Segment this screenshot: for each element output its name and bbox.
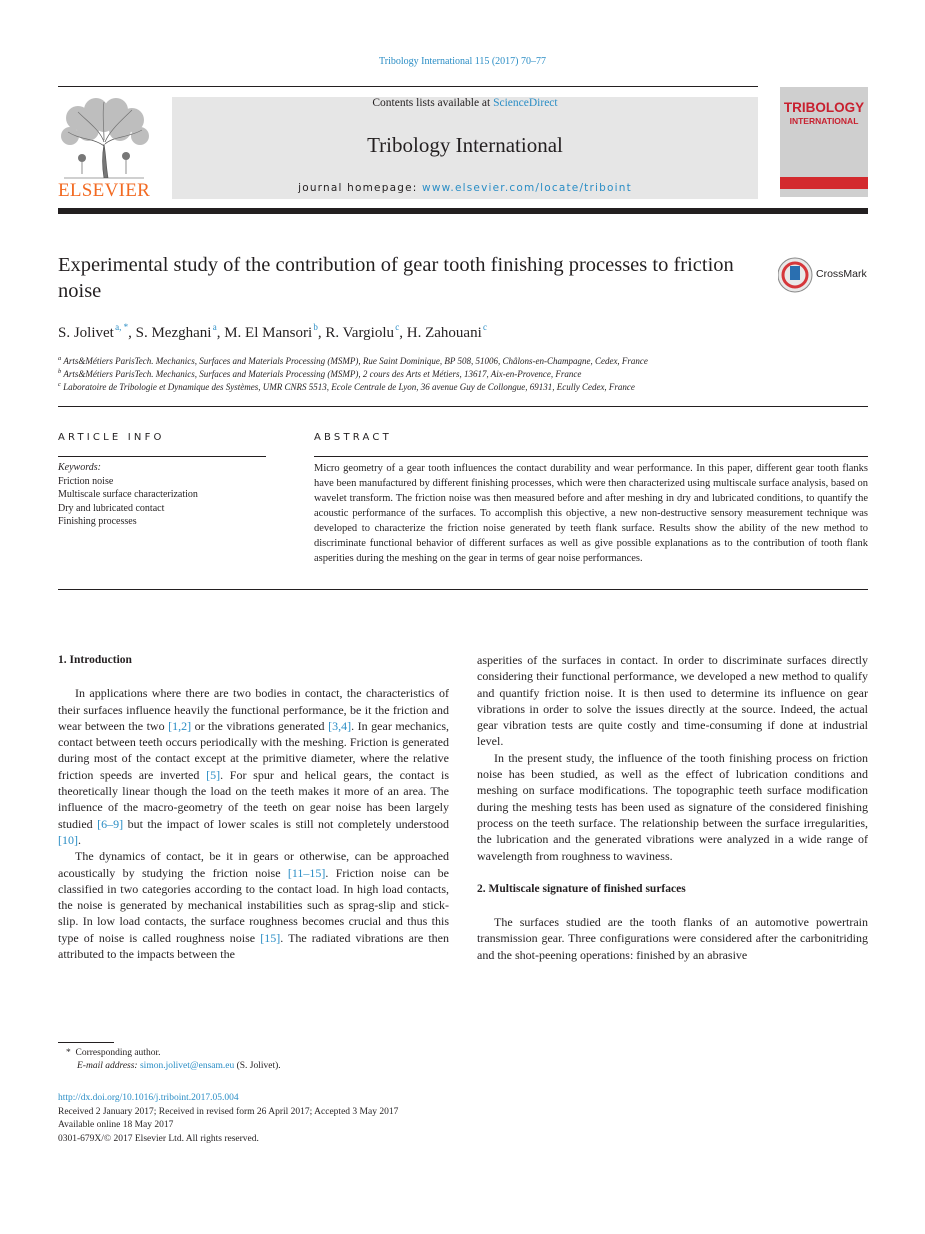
affiliation-c: [58, 381, 868, 392]
footnotes: [58, 1047, 478, 1073]
citation-link[interactable]: [5]: [206, 767, 221, 782]
cover-title-line2: INTERNATIONAL: [789, 116, 859, 126]
corresponding-author-text: Corresponding author.: [75, 1048, 161, 1058]
email-note: [58, 1060, 478, 1073]
journal-homepage-line: [172, 182, 758, 194]
paragraph: asperities of the surfaces in contact. In order to discriminate surfaces directly considering their functional performance, we developed a new method to qualify and quantify friction noise. It is then used to determine its influence on gear vibrations in order to solve the issues directly at the source. Indeed, the actual gear vibration tests are quite costly and time-consuming if done at industrial level.: [477, 653, 868, 749]
doi-link[interactable]: http://dx.doi.org/10.1016/j.triboint.2017.05.004: [58, 1093, 239, 1103]
author-list: S. Jolivet $^{a, *}$, S. Mezghani $^a$, M. El Mansori $^b$, R. Vargiolu $^c$, H. Zahouani $^c$: [58, 322, 488, 341]
email-suffix: (S. Jolivet).: [234, 1061, 281, 1071]
publication-info: [58, 1092, 558, 1146]
keyword: Multiscale surface characterization: [58, 489, 198, 500]
abstract-rule: [314, 456, 868, 457]
citation-link[interactable]: [11–15]: [287, 865, 326, 880]
paragraph: In applications where there are two bodies in contact, the characteristics of their surfaces influence heavily the functional performance, be it the friction and wear between the two [1,2] or the vibrations generated [3,4]. In gear mechanics, contact between teeth occurs periodically with the meshing. Friction is generated during most of the contact except at the primitive diameter, where the relative friction speeds are inverted [5]. For spur and helical gears, the contact is theoretically linear though the load on the teeth makes it more of an area. The influence of the macro-geometry of the teeth on gear noise has been largely studied [6–9] but the impact of lower scales is still not completely understood [10].: [58, 686, 449, 847]
received-dates: Received 2 January 2017; Received in revised form 26 April 2017; Accepted 3 May 2017: [58, 1106, 399, 1117]
author-affil-mark[interactable]: a, *: [115, 322, 129, 332]
affiliation-mark: a: [58, 355, 62, 362]
affiliation-a: [58, 355, 868, 366]
keywords-label: Keywords:: [58, 462, 101, 473]
affiliation-text: Arts&Métiers ParisTech. Mechanics, Surfaces and Materials Processing (MSMP), Rue Saint Dominique, BP 508, 51006, Châlons-en-Champagne, Cedex, France: [63, 356, 648, 366]
citation-link[interactable]: [15]: [260, 930, 281, 945]
body-column-left: [58, 652, 449, 962]
journal-cover-image: [780, 87, 868, 197]
author-affil-mark[interactable]: c: [395, 322, 400, 332]
running-head[interactable]: Tribology International 115 (2017) 70–77: [378, 56, 547, 67]
rule-above-article-info: [58, 406, 868, 407]
homepage-link[interactable]: www.elsevier.com/locate/triboint: [422, 182, 632, 194]
available-online: Available online 18 May 2017: [58, 1120, 174, 1130]
keyword: Friction noise: [58, 475, 114, 487]
author-affil-mark[interactable]: a: [212, 322, 217, 332]
keyword: Dry and lubricated contact: [58, 502, 165, 514]
keyword: Finishing processes: [58, 516, 137, 527]
footnote-star: *: [66, 1048, 71, 1058]
email-label: E-mail address:: [77, 1061, 140, 1071]
copyright: 0301-679X/© 2017 Elsevier Ltd. All rights reserved.: [58, 1133, 259, 1144]
paragraph: The dynamics of contact, be it in gears or otherwise, can be approached acoustically by studying the friction noise [11–15]. Friction noise can be classified in two categories according to the contact load. In high load contacts, the noise is generated by mechanical instabilities such as sprag-slip and stick-slip. In low load contacts, the surface roughness becomes crucial and thus this type of noise is called roughness noise [15]. The radiated vibrations are then attributed to the impacts between the: [58, 849, 449, 962]
author-name[interactable]: S. Mezghani: [135, 325, 212, 341]
journal-masthead: [172, 97, 758, 199]
author-name[interactable]: H. Zahouani: [406, 325, 482, 341]
affiliation-text: Laboratoire de Tribologie et Dynamique des Systèmes, UMR CNRS 5513, Ecole Centrale de Lyon, 36 avenue Guy de Collongue, 69131, Ecully Cedex, France: [63, 382, 635, 392]
citation-link[interactable]: [6–9]: [97, 816, 124, 831]
affiliation-b: [58, 368, 868, 379]
keywords-block: [58, 461, 288, 529]
elsevier-wordmark: ELSEVIER: [58, 180, 151, 201]
affiliation-mark: c: [58, 381, 61, 388]
affiliation-mark: b: [58, 368, 62, 375]
citation-link[interactable]: [3,4]: [328, 718, 352, 733]
paragraph: In the present study, the influence of the tooth finishing process on friction noise has been studied, as well as the effect of lubrication conditions and meshing on surface modifications. The topographic teeth surface modification during the meshing tests has been used as signature of the considered finishing process on the teeth surface. The relationship between the surface irregularities, the lubrication and the generated vibrations were analyzed in a wide range of wavelength from roughness to waviness.: [477, 750, 868, 863]
author-affil-mark[interactable]: c: [483, 322, 488, 332]
paragraph: The surfaces studied are the tooth flanks of an automotive powertrain transmission gear. Three configurations were considered after the carbonitriding and the shot-peening operations: finished by an abrasive: [477, 915, 868, 962]
citation-link[interactable]: [10]: [58, 832, 78, 847]
crossmark-label[interactable]: CrossMark: [816, 268, 867, 280]
article-title: Experimental study of the contribution of gear tooth finishing processes to friction noise: [58, 254, 734, 302]
section-heading: 2. Multiscale signature of finished surfaces: [477, 882, 686, 895]
article-info-rule: [58, 456, 266, 457]
citation-link[interactable]: [1,2]: [168, 718, 192, 733]
contents-line: [172, 97, 758, 109]
author-name[interactable]: S. Jolivet: [58, 325, 114, 341]
rule-below-abstract: [58, 589, 868, 590]
journal-title: Tribology International: [367, 133, 563, 157]
homepage-prefix: journal homepage:: [298, 182, 423, 194]
abstract-heading: ABSTRACT: [314, 432, 392, 443]
corresponding-author-note: [58, 1047, 478, 1060]
sciencedirect-link[interactable]: ScienceDirect: [493, 97, 558, 109]
abstract-text: Micro geometry of a gear tooth influences the contact durability and wear performance. In this paper, different gear tooth flanks have been manufactured by different finishing processes, which were then characterized using multiscale surface analysis, based on wavelet transform. The friction noise was then measured before and after meshing in dry and lubricated conditions, to quantify the acoustic performance of the surfaces. To accomplish this objective, a new non-destructive sensory measurement technique was developed to characterize the friction noise generated by teeth flank surface. Results show the ability of the new method to discriminate functional behavior of different surfaces as well as give possible explanations as to the contribution of tooth flank asperities during the meshing on the gear in terms of gear noise performances.: [314, 463, 868, 564]
section-heading: 1. Introduction: [58, 654, 132, 666]
contents-prefix: Contents lists available at: [372, 97, 494, 109]
header-rule-top: [58, 86, 758, 87]
affiliation-text: Arts&Métiers ParisTech. Mechanics, Surfaces and Materials Processing (MSMP), 2 cours des Arts et Métiers, 13617, Aix-en-Provence, France: [63, 369, 582, 379]
header-rule-bottom: [58, 208, 868, 214]
body-column-right: [477, 652, 868, 963]
cover-red-band: [780, 177, 868, 189]
cover-title-line1: TRIBOLOGY: [783, 100, 865, 115]
article-info-heading: ARTICLE INFO: [58, 432, 165, 443]
email-link[interactable]: simon.jolivet@ensam.eu: [139, 1061, 235, 1071]
author-affil-mark[interactable]: b: [313, 322, 318, 332]
footnote-rule: [58, 1042, 114, 1043]
author-name[interactable]: M. El Mansori: [224, 325, 313, 341]
author-name[interactable]: R. Vargiolu: [325, 325, 395, 341]
